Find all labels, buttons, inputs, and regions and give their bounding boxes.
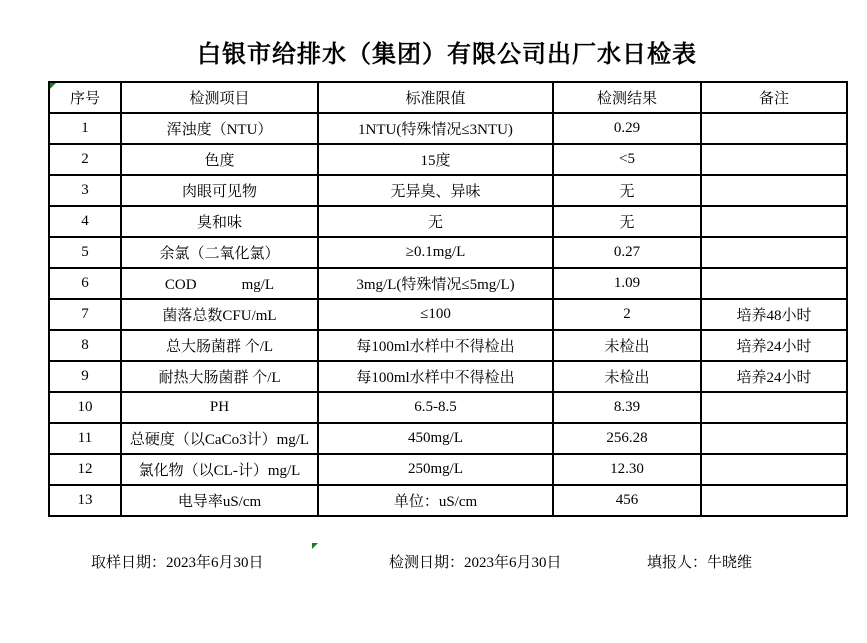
cell-remark bbox=[701, 268, 847, 299]
cell-seq: 1 bbox=[49, 113, 121, 144]
cell-seq: 4 bbox=[49, 206, 121, 237]
cell-result: 未检出 bbox=[553, 330, 701, 361]
cell-item: 臭和味 bbox=[121, 206, 318, 237]
cell-result: 2 bbox=[553, 299, 701, 330]
cell-remark bbox=[701, 423, 847, 454]
cell-limit: 无 bbox=[318, 206, 553, 237]
cell-result: 无 bbox=[553, 175, 701, 206]
cell-seq: 13 bbox=[49, 485, 121, 516]
cell-limit: 250mg/L bbox=[318, 454, 553, 485]
cell-limit: 1NTU(特殊情况≤3NTU) bbox=[318, 113, 553, 144]
table-row bbox=[49, 392, 847, 423]
cell-result: 无 bbox=[553, 206, 701, 237]
cell-remark bbox=[701, 392, 847, 423]
cell-seq: 12 bbox=[49, 454, 121, 485]
cell-remark: 培养24小时 bbox=[701, 330, 847, 361]
cell-seq: 2 bbox=[49, 144, 121, 175]
cell-result: 456 bbox=[553, 485, 701, 516]
cell-item: 色度 bbox=[121, 144, 318, 175]
cell-item: 电导率uS/cm bbox=[121, 485, 318, 516]
cell-item: 总硬度（以CaCo3计）mg/L bbox=[121, 423, 318, 454]
column-header-remark: 备注 bbox=[701, 82, 847, 113]
cell-result: 1.09 bbox=[553, 268, 701, 299]
cell-item: COD mg/L bbox=[121, 268, 318, 299]
cell-limit: 单位：uS/cm bbox=[318, 485, 553, 516]
cell-item: 肉眼可见物 bbox=[121, 175, 318, 206]
cell-limit: 3mg/L(特殊情况≤5mg/L) bbox=[318, 268, 553, 299]
cell-limit: 无异臭、异味 bbox=[318, 175, 553, 206]
cell-remark bbox=[701, 454, 847, 485]
table-row bbox=[49, 113, 847, 144]
cell-seq: 8 bbox=[49, 330, 121, 361]
cell-limit: 每100ml水样中不得检出 bbox=[318, 330, 553, 361]
cell-remark bbox=[701, 113, 847, 144]
column-header-seq: 序号 bbox=[49, 82, 121, 113]
table-body bbox=[49, 113, 847, 516]
cell-item: 总大肠菌群 个/L bbox=[121, 330, 318, 361]
column-header-result: 检测结果 bbox=[553, 82, 701, 113]
cell-seq: 10 bbox=[49, 392, 121, 423]
cell-seq: 3 bbox=[49, 175, 121, 206]
excel-error-indicator-icon bbox=[312, 543, 318, 549]
table-row bbox=[49, 237, 847, 268]
cell-result: 12.30 bbox=[553, 454, 701, 485]
cell-seq: 5 bbox=[49, 237, 121, 268]
cell-remark bbox=[701, 485, 847, 516]
cell-result: 0.29 bbox=[553, 113, 701, 144]
table-row bbox=[49, 144, 847, 175]
cell-remark bbox=[701, 237, 847, 268]
table-row bbox=[49, 268, 847, 299]
cell-item: 浑浊度（NTU） bbox=[121, 113, 318, 144]
cell-limit: ≥0.1mg/L bbox=[318, 237, 553, 268]
cell-result: 8.39 bbox=[553, 392, 701, 423]
cell-seq: 6 bbox=[49, 268, 121, 299]
table-row bbox=[49, 454, 847, 485]
inspection-table bbox=[48, 81, 848, 517]
table-row bbox=[49, 206, 847, 237]
cell-result: 未检出 bbox=[553, 361, 701, 392]
table-row bbox=[49, 423, 847, 454]
cell-result: 256.28 bbox=[553, 423, 701, 454]
cell-seq: 9 bbox=[49, 361, 121, 392]
cell-item: 耐热大肠菌群 个/L bbox=[121, 361, 318, 392]
footer bbox=[48, 551, 846, 575]
cell-item: PH bbox=[121, 392, 318, 423]
cell-limit: 6.5-8.5 bbox=[318, 392, 553, 423]
cell-result: 0.27 bbox=[553, 237, 701, 268]
cell-limit: 每100ml水样中不得检出 bbox=[318, 361, 553, 392]
column-header-item: 检测项目 bbox=[121, 82, 318, 113]
cell-limit: 15度 bbox=[318, 144, 553, 175]
cell-result: <5 bbox=[553, 144, 701, 175]
cell-limit: 450mg/L bbox=[318, 423, 553, 454]
cell-remark bbox=[701, 144, 847, 175]
cell-remark: 培养24小时 bbox=[701, 361, 847, 392]
page-title: 白银市给排水（集团）有限公司出厂水日检表 bbox=[197, 42, 697, 68]
cell-remark: 培养48小时 bbox=[701, 299, 847, 330]
sampling-date-label: 取样日期：2023年6月30日 bbox=[91, 555, 264, 571]
table-row bbox=[49, 361, 847, 392]
cell-item: 氯化物（以CL-计）mg/L bbox=[121, 454, 318, 485]
header-row bbox=[49, 82, 847, 113]
test-date-label: 检测日期：2023年6月30日 bbox=[389, 555, 562, 571]
cell-limit: ≤100 bbox=[318, 299, 553, 330]
reporter-label: 填报人：牛晓维 bbox=[647, 555, 753, 571]
table-row bbox=[49, 485, 847, 516]
cell-remark bbox=[701, 206, 847, 237]
table-row bbox=[49, 299, 847, 330]
cell-seq: 11 bbox=[49, 423, 121, 454]
cell-seq: 7 bbox=[49, 299, 121, 330]
table-row bbox=[49, 330, 847, 361]
cell-item: 菌落总数CFU/mL bbox=[121, 299, 318, 330]
cell-remark bbox=[701, 175, 847, 206]
excel-error-indicator-icon bbox=[50, 83, 56, 89]
column-header-limit: 标准限值 bbox=[318, 82, 553, 113]
table-row bbox=[49, 175, 847, 206]
cell-item: 余氯（二氧化氯） bbox=[121, 237, 318, 268]
